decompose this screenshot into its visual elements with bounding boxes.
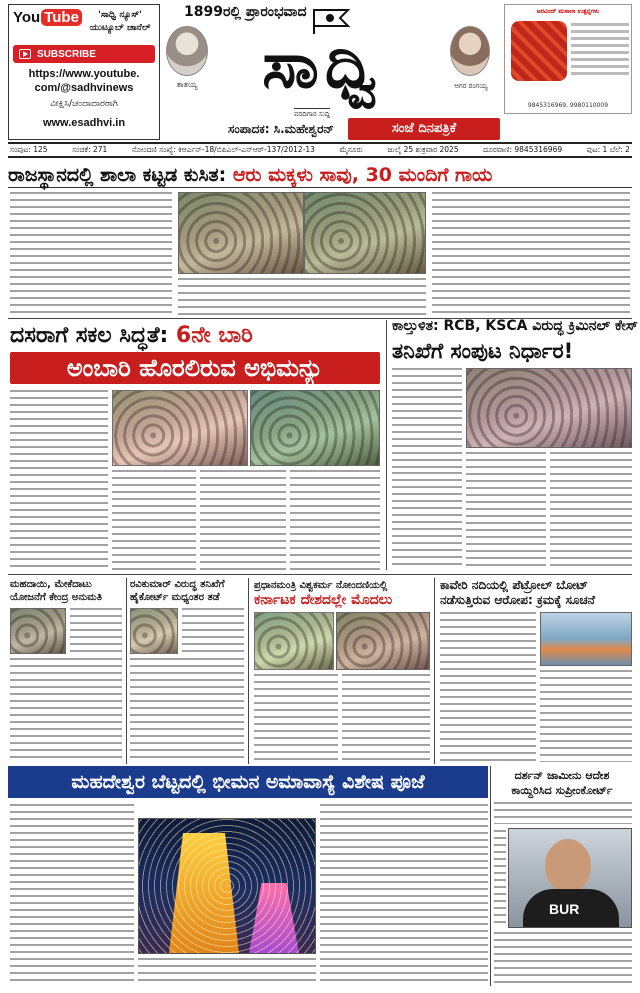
darshan-column-left [494,830,506,926]
story1-photo-right [304,192,426,274]
date: ಜುಲೈ 25 ಶುಕ್ರವಾರ 2025 [387,145,459,154]
divider [490,766,491,986]
story2-column2 [112,470,196,570]
raviraj-column1 [182,608,244,654]
story1-column1 [10,192,172,316]
portrait-face [545,839,591,893]
raviraj-column2 [130,658,244,762]
kaveri-column2 [540,670,632,762]
story1-column2 [432,192,630,316]
pm-photo-left [254,612,334,670]
subscribe-label: SUBSCRIBE [37,48,96,60]
headline-mahadayi[interactable]: ಮಹದಾಯಿ, ಮೇಕೆದಾಟು ಯೋಜನೆಗೆ ಕೇಂದ್ರ ಅನುಮತಿ [10,579,102,603]
headline-rcb-kicker[interactable]: ಕಾಲ್ತುಳಿತ: RCB, KSCA ವಿರುದ್ಧ ಕ್ರಿಮಿನಲ್ ಕೇಸ್ [392,318,638,334]
advertisement[interactable] [504,4,632,114]
chilli-image [511,21,567,81]
headline-mahadeshwara[interactable]: ಮಹದೇಶ್ವರ ಬೆಟ್ಟದಲ್ಲಿ ಭೀಮನ ಅಮಾವಾಸ್ಯೆ ವಿಶೇಷ ಪೂಜೆ [8,766,488,798]
place: ಮೈಸೂರು [339,145,363,154]
volume: ಸಂಪುಟ: 125 [10,145,48,154]
editor-line: ಸಂಪಾದಕ: ಸಿ.ಮಹೇಶ್ವರನ್ [228,122,334,136]
info-strip [8,142,632,158]
headline-dasara-part2: 6ನೇ ಬಾರಿ [175,323,253,348]
headline-dasara[interactable] [10,322,380,350]
kaveri-column1 [440,612,536,762]
headline-pm-vishwakarma[interactable] [254,578,430,608]
raviraj-photo [130,608,178,654]
youtube-url-line2: com/@sadhvinews [34,82,134,94]
youtube-promo-box[interactable] [8,4,160,140]
headline-kaveri-boat[interactable] [440,578,632,608]
headline-kaveri-line2: ನಡೆಸುತ್ತಿರುವ ಆರೋಪ: ಕ್ರಮಕ್ಕೆ ಸೂಚನೆ [440,593,595,607]
headline-raviraj[interactable]: ರವಿಕುಮಾರ್ ವಿರುದ್ಧ ತನಿಖೆಗೆ ಹೈಕೋರ್ಟ್ ಮಧ್ಯಂತರ ತಡೆ [130,579,225,603]
ad-phone: 9845316969, 9980110009 [527,102,609,109]
youtube-url[interactable] [13,67,155,95]
founder-caption: ತಾತಯ್ಯ [176,80,198,89]
story2-photo-event [112,390,248,466]
temple-photo [138,818,316,954]
darshan-photo [508,828,632,928]
story1-photo-left [178,192,304,274]
pm-column2 [342,674,430,762]
headline-dasara-part1: ದಸರಾಗೆ ಸಕಲ ಸಿದ್ಧತೆ: [10,323,176,348]
since-label: 1899ರಲ್ಲಿ ಪ್ರಾರಂಭವಾದ [184,4,307,20]
headline-school-collapse-part2: ಆರು ಮಕ್ಕಳು ಸಾವು, 30 ಮಂದಿಗೆ ಗಾಯ [232,164,493,186]
youtube-logo-you: You [13,9,41,26]
mahadayi-column2 [10,658,122,762]
headline-rcb-main[interactable]: ತನಿಖೆಗೆ ಸಂಪುಟ ನಿರ್ಧಾರ! [392,339,574,363]
mahadayi-photo [10,608,66,654]
pm-photo-right [336,612,430,670]
masthead [8,4,632,140]
headline-darshan-bail[interactable] [492,768,632,798]
story2-column3 [200,470,286,570]
mahadeshwara-column2 [320,804,488,984]
divider [386,320,387,570]
pm-column1 [254,674,338,762]
headline-pm-vishwakarma-line1: ಪ್ರಧಾನಮಂತ್ರಿ ವಿಶ್ವಕರ್ಮ ನೋಂದಣಿಯಲ್ಲಿ [254,580,388,591]
darshan-intro [494,802,632,824]
headline-school-collapse-part1: ರಾಜಸ್ಥಾನದಲ್ಲಿ ಶಾಲಾ ಕಟ್ಟಡ ಕುಸಿತ: [8,164,233,186]
story3-photo-cabinet [466,368,632,448]
story2-photo-meeting [250,390,380,466]
youtube-logo-tube: Tube [41,9,82,26]
divider [248,578,249,764]
kaveri-boat-photo [540,612,632,666]
divider [8,574,632,575]
headline-dasara-line2[interactable]: ಅಂಬಾರಿ ಹೊರಲಿರುವ ಅಭಿಮನ್ಯು [10,352,380,384]
subscribe-button[interactable] [13,45,155,63]
headline-darshan-line2: ಕಾಯ್ದಿರಿಸಿದ ಸುಪ್ರೀಂಕೋರ್ಟ್ [511,784,613,797]
mahadayi-column1 [70,608,122,654]
story3-column2 [466,452,546,570]
story2-column4 [290,470,380,570]
story2-column1 [10,390,108,570]
phone: ದೂರವಾಣಿ: 9845316969 [483,145,563,154]
temple-lights [139,819,315,953]
portrait-shirt-text: BUR [549,901,580,917]
youtube-channel-label: 'ಸಾಧ್ವಿ ನ್ಯೂಸ್' ಯುಟ್ಯೂಬ್ ಚಾನೆಲ್ [89,10,151,33]
editor-photo [450,26,490,76]
darshan-column [494,932,632,984]
editor-caption: ಆಗರ ರಂಗಯ್ಯ [454,82,488,90]
headline-school-collapse[interactable] [8,162,632,188]
story3-column3 [550,452,632,570]
ad-heading: ಅರವಿಂದ್ ಮಸಾಲಾ ಉತ್ಪನ್ನಗಳು [536,8,600,15]
registration: ನೋಂದಣಿ ಸಂಖ್ಯೆ: ಕಿಆರ್ಎನ್-18/ಬಿಪಿಎಲ್-ಎನ್ಆರ್-137/2012-13 [131,145,315,154]
play-icon [19,49,31,59]
divider [126,578,127,764]
founder-photo [166,26,208,76]
story1-photo-caption [178,278,426,316]
mahadeshwara-caption [138,958,316,984]
story3-column1 [392,368,462,468]
headline-darshan-line1: ದರ್ಶನ್ ಜಾಮೀನು ಆದೇಶ [514,769,610,782]
evening-daily-badge: ಸಂಜೆ ದಿನಪತ್ರಿಕೆ [348,118,500,140]
pages-price: ಪುಟ: 1 ಬೆಲೆ: 2 [586,145,630,154]
headline-kaveri-line1: ಕಾವೇರಿ ನದಿಯಲ್ಲಿ ಪೆಟ್ರೋಲ್ ಬೋಟ್ [440,578,588,592]
headline-pm-vishwakarma-line2: ಕರ್ನಾಟಕ ದೇಶದಲ್ಲೇ ಮೊದಲು [254,592,393,608]
youtube-visit-text: ವೀಕ್ಷಿಸಿ/ಚಂದಾದಾರರಾಗಿ [50,99,118,109]
brand-tagline: ವರದಿಗಾರ ಸುದ್ದಿ [294,110,331,118]
youtube-url-line1: https://www.youtube. [28,68,140,80]
website-link[interactable]: www.esadhvi.in [42,117,126,129]
mahadeshwara-column1 [10,804,134,984]
divider [434,578,435,764]
ad-text-lines [571,23,629,79]
story3-column4 [392,472,462,570]
issue: ಸಂಚಿಕೆ: 271 [72,145,108,154]
newspaper-title: ಸಾಧ್ವಿ [262,28,384,103]
